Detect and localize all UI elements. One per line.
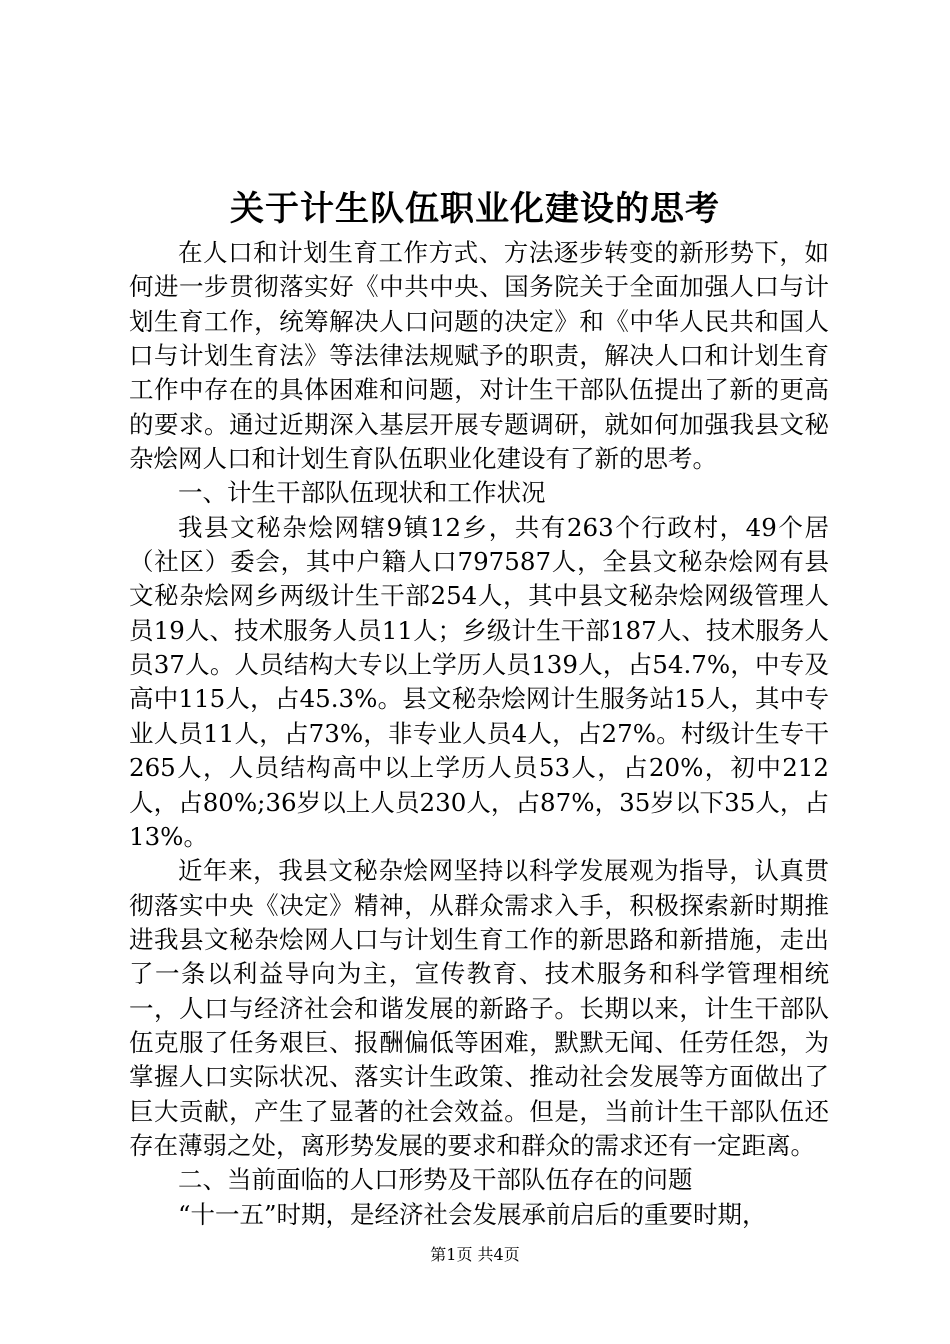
- period-paragraph: “十一五”时期，是经济社会发展承前启后的重要时期，: [178, 1199, 767, 1229]
- page-number-footer: 第1页 共4页: [430, 1245, 520, 1264]
- progress-paragraph: 近年来，我县文秘杂烩网坚持以科学发展观为指导，认真贯彻落实中央《决定》精神，从群众需求入手，积极探索新时期推进我县文秘杂烩网人口与计划生育工作的新思路和新措施，走出了一条以利益导向为主，宣传教育、技术服务和科学管理相统一，人口与经济社会和谐发展的新路子。长期以来，计生干部队伍克服了任务艰巨、报酬偏低等困难，默默无闻、任劳任怨，为掌握人口实际状况、落实计生政策、推动社会发展等方面做出了巨大贡献，产生了显著的社会效益。但是，当前计生干部队伍还存在薄弱之处，离形势发展的要求和群众的需求还有一定距离。: [129, 856, 829, 1160]
- section-heading-2: 二、当前面临的人口形势及干部队伍存在的问题: [178, 1165, 693, 1195]
- intro-paragraph: 在人口和计划生育工作方式、方法逐步转变的新形势下，如何进一步贯彻落实好《中共中央、国务院关于全面加强人口与计划生育工作，统筹解决人口问题的决定》和《中华人民共和国人口与计划生育法》等法律法规赋予的职责，解决人口和计划生育工作中存在的具体困难和问题，对计生干部队伍提出了新的更高的要求。通过近期深入基层开展专题调研，就如何加强我县文秘杂烩网人口和计划生育队伍职业化建设有了新的思考。: [129, 238, 829, 474]
- section-heading-1: 一、计生干部队伍现状和工作状况: [178, 478, 546, 508]
- document-body: [129, 236, 829, 1232]
- status-paragraph: 我县文秘杂烩网辖9镇12乡，共有263个行政村，49个居（社区）委会，其中户籍人口797587人，全县文秘杂烩网有县文秘杂烩网乡两级计生干部254人，其中县文秘杂烩网级管理人员19人、技术服务人员11人；乡级计生干部187人、技术服务人员37人。人员结构大专以上学历人员139人，占54.7%，中专及高中115人，占45.3%。县文秘杂烩网计生服务站15人，其中专业人员11人，占73%，非专业人员4人，占27%。村级计生专干265人，人员结构高中以上学历人员53人，占20%，初中212人，占80%;36岁以上人员230人，占87%，35岁以下35人，占13%。: [129, 512, 829, 851]
- document-title: 关于计生队伍职业化建设的思考: [230, 189, 720, 229]
